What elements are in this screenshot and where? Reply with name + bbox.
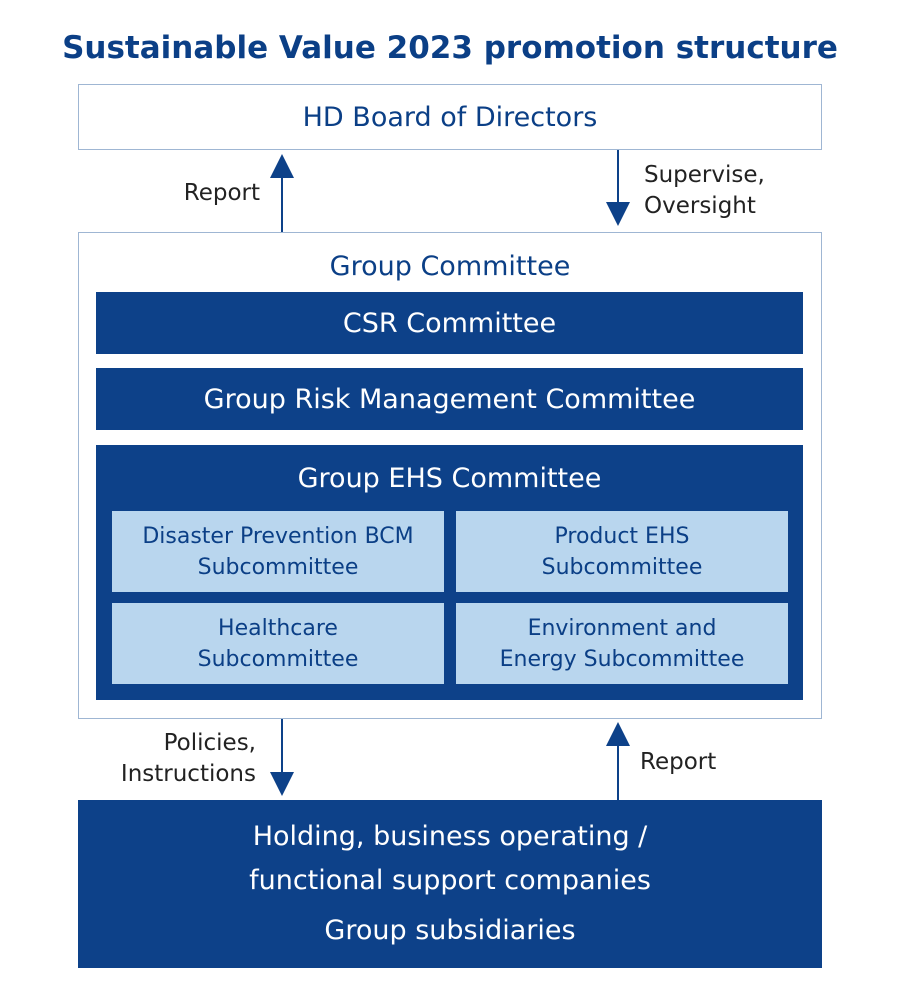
diagram-title: Sustainable Value 2023 promotion structure [62,30,838,66]
supervise-oversight-label [644,160,804,224]
subcommittee-line1: Environment and [527,615,717,641]
subcommittee-line1: Healthcare [218,615,338,641]
supervise-line2: Oversight [644,193,756,219]
group-committee-label: Group Committee [329,250,571,282]
report-label-top: Report [183,180,260,206]
environment-energy-subcommittee-box [456,603,788,684]
subcommittee-line2: Subcommittee [197,554,359,580]
ehs-committee-label: Group EHS Committee [297,462,602,494]
disaster-prevention-subcommittee-box [112,511,444,592]
policies-line2: Instructions [120,761,256,787]
policies-instructions-label [80,728,256,792]
subcommittee-line2: Energy Subcommittee [499,646,745,672]
report-up-arrow-bottom [606,722,630,800]
report-up-arrow-top [270,154,294,232]
group-companies-box [78,800,822,968]
subcommittee-line1: Disaster Prevention BCM [142,523,414,549]
board-of-directors-box: HD Board of Directors [78,84,822,150]
csr-committee-box: CSR Committee [96,292,803,354]
product-ehs-subcommittee-box [456,511,788,592]
policies-line1: Policies, [163,730,256,756]
companies-line-b: functional support companies [249,865,651,896]
companies-label [249,815,651,903]
group-subsidiaries-label: Group subsidiaries [324,915,576,946]
subcommittee-line1: Product EHS [554,523,690,549]
supervise-down-arrow [606,150,630,226]
companies-line-a: Holding, business operating / [252,821,648,852]
report-label-bottom: Report [640,749,717,775]
risk-management-committee-box: Group Risk Management Committee [96,368,803,430]
healthcare-subcommittee-box [112,603,444,684]
subcommittee-line2: Subcommittee [197,646,359,672]
policies-down-arrow [270,719,294,796]
subcommittee-line2: Subcommittee [541,554,703,580]
supervise-line1: Supervise, [644,162,765,188]
